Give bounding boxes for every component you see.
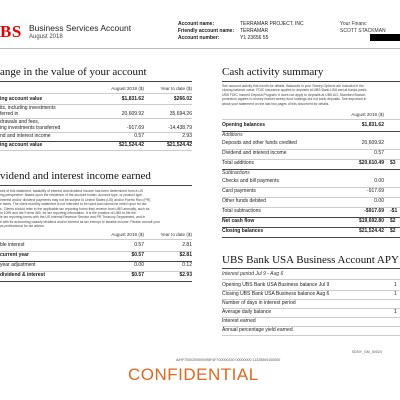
- dividend-disclaimer-line: ses of this statement, taxability of interest and dividend income has been determined from a US: [0, 189, 144, 193]
- value-change-row-label-cont: ing investments transferred: [0, 125, 61, 131]
- cash-row-label: Opening balances: [222, 122, 266, 128]
- value-change-august-value: 20,609.92: [121, 111, 144, 117]
- cash-row-label: Dividend and interest income: [222, 150, 287, 156]
- account-name-value: TERRAMAR PROJECT, INC: [240, 21, 304, 27]
- apy-row-label: Annual percentage yield earned: [222, 327, 293, 333]
- dividend-row-label: year adjustment: [0, 262, 36, 268]
- dividend-disclaimer-line: e taxes. The client monthly statement is not intended to be used and cannot be relied upon for tax: [0, 202, 147, 207]
- dividend-disclaimer-line: ax professional for tax advice.: [0, 224, 45, 229]
- value-change-ytd-value: 2.93: [182, 133, 192, 139]
- redaction-bar: [370, 34, 400, 41]
- apy-title-rule: [222, 268, 400, 269]
- dividend-disclaimer-line: ing perspective. Based upon the residence of the account holder, account type, or product type,: [0, 193, 144, 198]
- dividend-title-rule: [0, 185, 192, 186]
- dividend-col-ytd: Year to date ($): [160, 232, 192, 237]
- apy-row-label: Closing UBS Bank USA Business balance Aug 6: [222, 291, 330, 297]
- cash-august-value: $1,831.62: [361, 122, 384, 128]
- dividend-august-value: 0.57: [134, 242, 144, 248]
- cash-august-value: 0.57: [374, 150, 384, 156]
- friendly-name-value: TERRAMAR: [240, 28, 269, 34]
- cash-row-label: Subtractions: [222, 170, 250, 176]
- cash-row-label: Other funds debited: [222, 198, 266, 204]
- value-change-row-label: its, including investments: [0, 105, 56, 111]
- cash-ytd-value: $2: [390, 218, 396, 224]
- dividend-row-label: current year: [0, 252, 29, 258]
- value-change-row-label: ing account value: [0, 142, 43, 148]
- value-change-col-august: August 2018 ($): [111, 86, 144, 91]
- value-change-august-value: 0.57: [134, 133, 144, 139]
- value-change-row-label: nd and interest income: [0, 133, 51, 139]
- cash-august-value: 20,609.92: [361, 140, 384, 146]
- financial-advisor-info: [340, 21, 386, 35]
- cash-row-label: Net cash flow: [222, 218, 255, 224]
- cash-row-label: Deposits and other funds credited: [222, 140, 297, 146]
- dividend-ytd-value: 2.81: [182, 242, 192, 248]
- barcode-text: A/HF7000200000098F4F700000150 00000000 11326500100000: [176, 358, 281, 362]
- dividend-header-rule: [0, 239, 192, 240]
- dividend-row-label: ble interest: [0, 242, 25, 248]
- cash-august-value: $20,610.49: [358, 160, 384, 166]
- cash-disclaimer-line: See account activity this month for details. Balances in your Sweep Options are included in the: [222, 84, 364, 88]
- cash-august-value: 0.00: [374, 198, 384, 204]
- cash-disclaimer-line: UBS FDIC Insured Deposit Program. It does not apply to deposits at UBS AG, Stamford Branch.: [222, 92, 367, 97]
- cash-row-rule: [222, 237, 400, 238]
- cash-row-label: Card payments: [222, 188, 256, 194]
- cash-august-value: $19,692.80: [358, 218, 384, 224]
- apy-row-value: 1: [394, 282, 397, 288]
- cash-august-value: 0.00: [374, 178, 384, 184]
- dividend-row-rule: [0, 281, 192, 282]
- cash-disclaimer-line: closing balance value. FDIC insurance applies to deposits at UBS Bank USA and at banks partic: [222, 88, 367, 93]
- cash-row-label: Total subtractions: [222, 208, 261, 214]
- cash-row-label: Total additions: [222, 160, 254, 166]
- cash-august-value: $21,524.42: [358, 228, 384, 234]
- apy-row-label: Average daily balance: [222, 309, 272, 315]
- dividend-disclaimer: [0, 189, 192, 229]
- statement-date: August 2018: [29, 34, 63, 40]
- financial-advisor-name: SCOTT STACKMAN: [340, 28, 386, 34]
- document-control-number: SDNY_GM_00024: [352, 350, 382, 354]
- cash-row-rule: [222, 131, 400, 132]
- cash-august-value: -917.69: [367, 188, 384, 194]
- value-change-row-label: drawals and fees,: [0, 119, 40, 125]
- value-change-august-value: -917.69: [127, 125, 144, 131]
- cash-ytd-value: -$1: [390, 208, 398, 214]
- dividend-ytd-value: $2.93: [179, 272, 192, 278]
- value-change-ytd-value: $266.02: [173, 96, 192, 102]
- cash-disclaimer-line: about your statement on the last two pages of this document for details.: [222, 101, 330, 106]
- apy-period-rule: [222, 279, 400, 280]
- header-divider: [0, 48, 400, 49]
- value-change-ytd-value: $21,524.42: [166, 142, 192, 148]
- dividend-disclaimer-line: le tax reporting forms with the US Internal Revenue Service and PR Treasury Department, and in: [0, 215, 146, 220]
- value-change-row-label: ing account value: [0, 96, 43, 102]
- apy-title: UBS Bank USA Business Account APY: [222, 254, 399, 266]
- account-number-value: Y1 23656 55: [240, 35, 269, 41]
- account-number-label: Account number:: [178, 35, 220, 41]
- value-change-header-rule: [0, 93, 192, 94]
- cash-row-label: Checks and bill payments: [222, 178, 279, 184]
- dividend-august-value: $0.57: [131, 252, 144, 258]
- value-change-august-value: $21,524.42: [118, 142, 144, 148]
- confidential-stamp: CONFIDENTIAL: [128, 365, 259, 384]
- value-change-title-rule: [0, 81, 192, 82]
- account-info: [178, 21, 304, 42]
- value-change-title: ange in the value of your account: [0, 66, 147, 78]
- friendly-name-label: Friendly account name:: [178, 28, 235, 34]
- dividend-row-label: dividend & interest: [0, 272, 46, 278]
- cash-disclaimer-line: protection applies to money market sweep fund holdings but not bank deposits. See important in: [222, 97, 367, 102]
- dividend-col-august: August 2018 ($): [111, 232, 144, 237]
- financial-advisor-label: Your Financ: [340, 21, 367, 27]
- cash-activity-disclaimer: [222, 84, 400, 106]
- cash-ytd-value: $3: [390, 160, 396, 166]
- cash-august-value: -$917.69: [364, 208, 384, 214]
- apy-row-label: Number of days in interest period: [222, 300, 296, 306]
- apy-row-label: Opening UBS Bank USA Business balance Jul 9: [222, 282, 330, 288]
- apy-row-label: Interest earned: [222, 318, 256, 324]
- value-change-ytd-value: 35,694.26: [169, 111, 192, 117]
- dividend-disclaimer-line: m 1099 and the Forms 480, for tax reporting information. It is the practice of UBS to file the: [0, 211, 137, 216]
- dividend-ytd-value: $2.81: [179, 252, 192, 258]
- value-change-row-rule: [0, 150, 192, 151]
- cash-col-august: August 2018 ($): [351, 112, 384, 117]
- dividend-title: vidend and interest income earned: [0, 170, 151, 182]
- value-change-row-label-cont: ferred in: [0, 111, 19, 117]
- cash-row-label: Closing balances: [222, 228, 264, 234]
- cash-header-rule: [222, 119, 400, 120]
- dividend-august-value: 0.00: [134, 262, 144, 268]
- value-change-august-value: $1,831.62: [121, 96, 144, 102]
- dividend-disclaimer-line: interest and/or dividend payments may not be subject to United States (US) and/or Puerto Rico (PR): [0, 197, 151, 202]
- dividend-august-value: $0.57: [131, 272, 144, 278]
- dividend-ytd-value: 0.12: [182, 262, 192, 268]
- dividend-disclaimer-line: s. Clients should refer to the applicable tax reporting forms they receive from UBS annually, such as: [0, 206, 150, 211]
- cash-activity-title-rule: [222, 81, 400, 82]
- dividend-disclaimer-line: e with its accounting classify dividend and/or interest as tax exempt or taxable income. Please consult your: [0, 219, 161, 224]
- apy-row-rule: [222, 335, 400, 336]
- apy-interest-period: Interest period Jul 9 - Aug 6: [222, 271, 284, 277]
- cash-activity-title: Cash activity summary: [222, 66, 324, 78]
- apy-row-value: 1: [394, 309, 397, 315]
- account-name-label: Account name:: [178, 21, 215, 27]
- ubs-logo: BS: [0, 22, 22, 41]
- apy-row-value: 1: [394, 291, 397, 297]
- value-change-col-ytd: Year to date ($): [160, 86, 192, 91]
- cash-row-label: Additions: [222, 132, 243, 138]
- value-change-ytd-value: -14,438.79: [168, 125, 192, 131]
- cash-ytd-value: $2: [390, 228, 396, 234]
- account-type-title: Business Services Account: [29, 23, 132, 33]
